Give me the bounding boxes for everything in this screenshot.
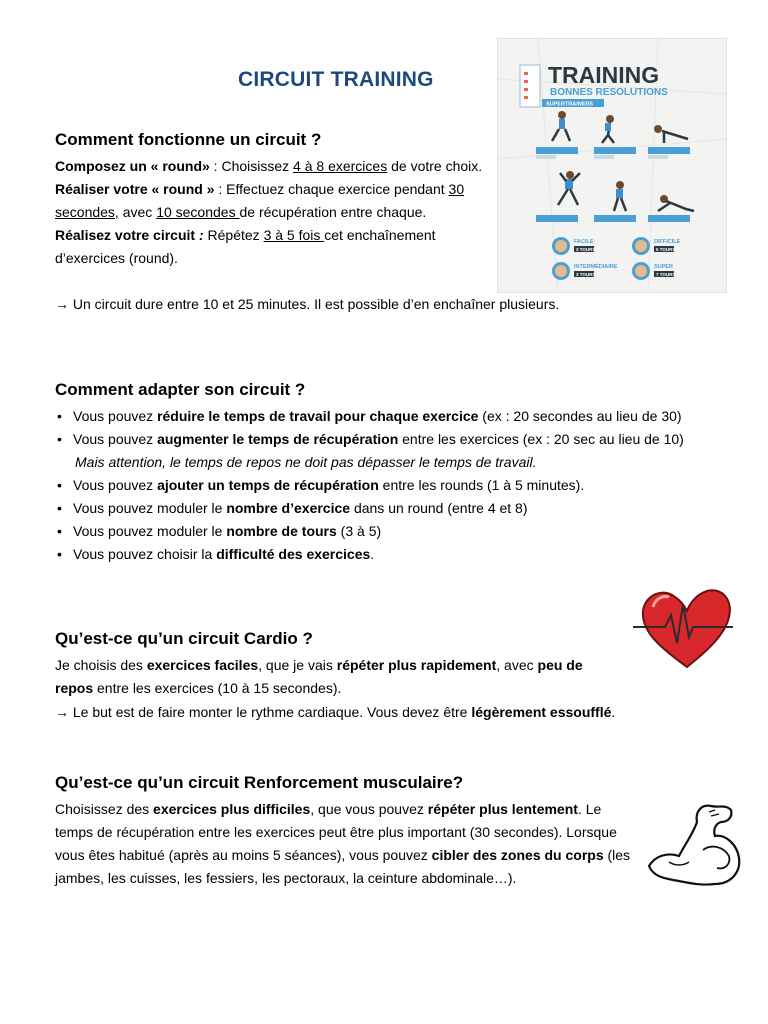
- list-item: • Vous pouvez choisir la difficulté des exercices.: [57, 546, 375, 562]
- list-item: • Vous pouvez moduler le nombre d’exercice dans un round (entre 4 et 8): [57, 500, 528, 516]
- cardio-goal: → Le but est de faire monter le rythme cardiaque. Vous devez être légèrement essoufflé.: [55, 704, 616, 720]
- section-muscle-body: Choisissez des exercices plus difficiles, que vous pouvez répéter plus lentement. Le temps de récupération entre les exercices peut être plus important (30 secondes). Lorsque vous êtes habitué (après au moins 5 séances), vous pouvez cibler des zones du corps (les jambes, les cuisses, les fessiers, les pectoraux, la ceinture abdominale…).: [55, 801, 631, 886]
- section-heading-cardio: Qu’est-ce qu’un circuit Cardio ?: [55, 629, 313, 648]
- svg-text:3 TOURS: 3 TOURS: [576, 272, 596, 277]
- poster-subtitle: BONNES RESOLUTIONS: [550, 87, 668, 98]
- duration-note: → Un circuit dure entre 10 et 25 minutes. Il est possible d’en enchaîner plusieurs.: [55, 296, 560, 312]
- poster-tag: SUPERTRAINERS: [546, 101, 594, 108]
- section-heading-adapt: Comment adapter son circuit ?: [55, 380, 306, 399]
- round-label: Composez un « round»: [55, 158, 210, 174]
- level-intermediate: INTERMÉDIAIRE: [574, 264, 618, 270]
- list-item: • Vous pouvez ajouter un temps de récupération entre les rounds (1 à 5 minutes).: [57, 477, 585, 493]
- flexed-arm-image: [645, 800, 743, 888]
- realiser-label: Réaliser votre « round »: [55, 181, 215, 197]
- adapt-list: [55, 405, 735, 566]
- level-hard: DIFFICILE: [654, 239, 681, 245]
- round-range: 4 à 8 exercices: [293, 158, 388, 174]
- svg-text:3 TOURS: 3 TOURS: [576, 247, 596, 252]
- circuit-line: Réalisez votre circuit : Répétez 3 à 5 fois cet enchaînement d’exercices (round).: [55, 227, 436, 266]
- circuit-label: Réalisez votre circuit: [55, 227, 196, 243]
- clipboard-icon: [520, 65, 540, 107]
- list-item: • Vous pouvez moduler le nombre de tours (3 à 5): [57, 523, 382, 539]
- level-easy: FACILE: [574, 239, 594, 245]
- section-how-body: [55, 155, 495, 270]
- poster-title: TRAINING: [548, 62, 660, 88]
- realiser-line: Réaliser votre « round » : Effectuez chaque exercice pendant 30 secondes, avec 10 secondes de récupération entre chaque.: [55, 181, 465, 220]
- level-super: SUPER: [654, 264, 673, 270]
- svg-text:7 TOURS: 7 TOURS: [656, 272, 676, 277]
- section-heading-how: Comment fonctionne un circuit ?: [55, 130, 322, 149]
- training-poster-image: [497, 38, 727, 293]
- list-note: Mais attention, le temps de repos ne doit pas dépasser le temps de travail.: [75, 454, 537, 470]
- section-heading-muscle: Qu’est-ce qu’un circuit Renforcement musculaire?: [55, 773, 464, 792]
- document-title: CIRCUIT TRAINING: [238, 68, 434, 91]
- heartbeat-heart-image: [633, 583, 735, 671]
- round-line: Composez un « round» : Choisissez 4 à 8 exercices de votre choix.: [55, 158, 483, 174]
- list-item: • Vous pouvez réduire le temps de travail pour chaque exercice (ex : 20 secondes au lieu de 30): [57, 408, 682, 424]
- svg-text:5 TOURS: 5 TOURS: [656, 247, 676, 252]
- list-item: • Vous pouvez augmenter le temps de récupération entre les exercices (ex : 20 sec au lieu de 10): [57, 431, 684, 447]
- section-cardio-body: Je choisis des exercices faciles, que je vais répéter plus rapidement, avec peu de repos entre les exercices (10 à 15 secondes).: [55, 657, 583, 696]
